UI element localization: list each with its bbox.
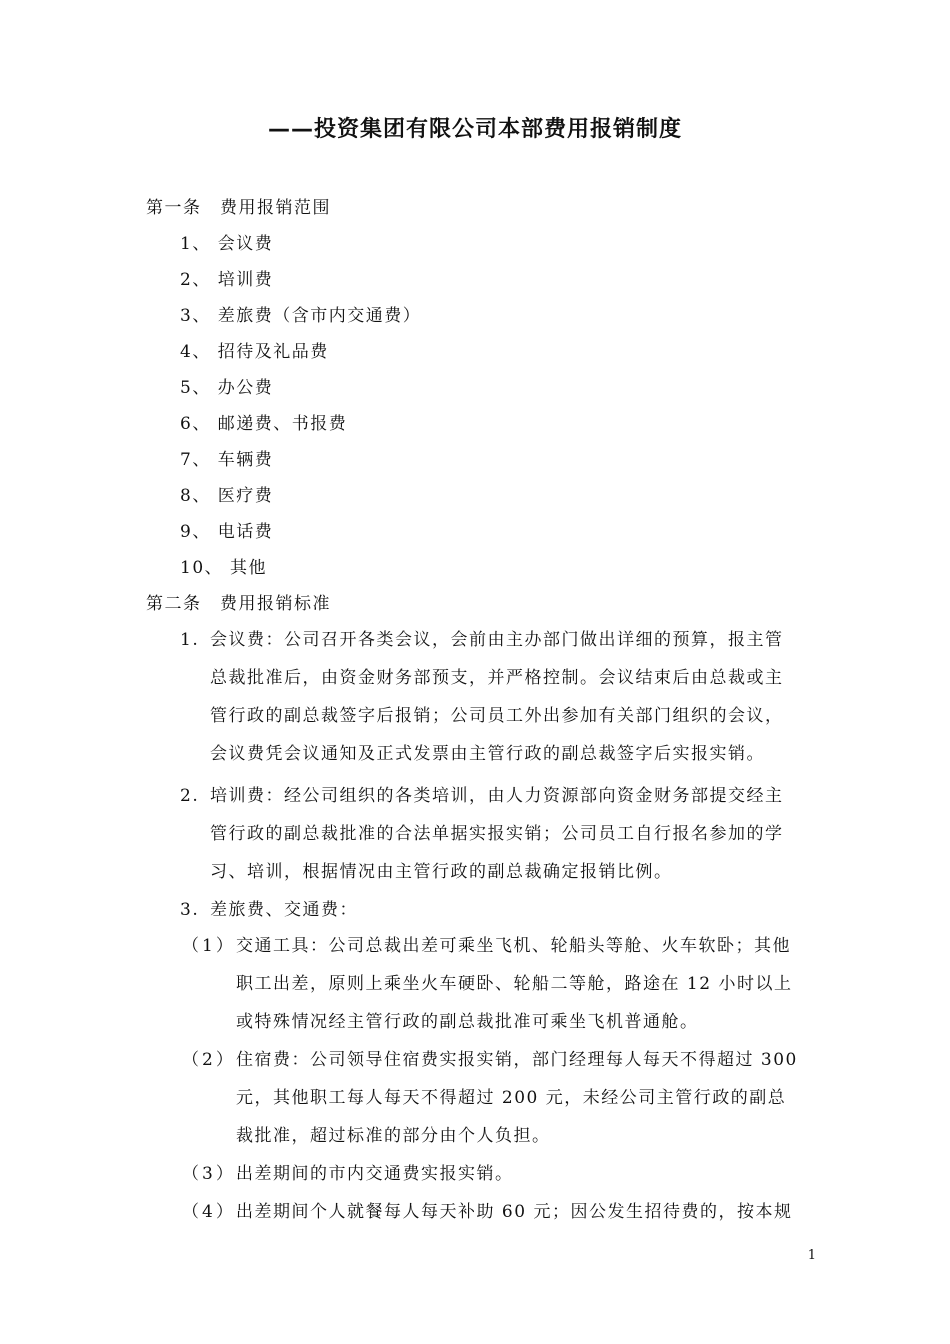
paragraph-line: 出差期间个人就餐每人每天补助 60 元；因公发生招待费的，按本规 <box>236 1202 793 1222</box>
list-item: 1、 会议费 <box>180 234 274 254</box>
item-number: 3. <box>180 900 200 920</box>
paragraph-line: 管行政的副总裁批准的合法单据实报实销；公司员工自行报名参加的学 <box>210 824 784 844</box>
list-item: 6、 邮递费、书报费 <box>180 414 348 434</box>
paragraph-line: 交通工具：公司总裁出差可乘坐飞机、轮船头等舱、火车软卧；其他 <box>236 936 791 956</box>
item-number: 2. <box>180 786 200 806</box>
list-item: 10、 其他 <box>180 558 268 578</box>
sub-item-number: （2） <box>182 1050 236 1070</box>
sub-item-number: （3） <box>182 1164 236 1184</box>
paragraph-line: 裁批准，超过标准的部分由个人负担。 <box>236 1126 551 1146</box>
paragraph-line: 总裁批准后，由资金财务部预支，并严格控制。会议结束后由总裁或主 <box>210 668 784 688</box>
list-item: 8、 医疗费 <box>180 486 274 506</box>
paragraph-line: 培训费：经公司组织的各类培训，由人力资源部向资金财务部提交经主 <box>210 786 784 806</box>
list-item: 4、 招待及礼品费 <box>180 342 329 362</box>
paragraph-line: 出差期间的市内交通费实报实销。 <box>236 1164 514 1184</box>
paragraph-line: 住宿费：公司领导住宿费实报实销，部门经理每人每天不得超过 300 <box>236 1050 798 1070</box>
paragraph-line: 差旅费、交通费： <box>210 900 358 920</box>
list-item: 9、 电话费 <box>180 522 274 542</box>
paragraph-line: 管行政的副总裁签字后报销；公司员工外出参加有关部门组织的会议， <box>210 706 784 726</box>
paragraph-line: 职工出差，原则上乘坐火车硬卧、轮船二等舱，路途在 12 小时以上 <box>236 974 793 994</box>
article-2-heading: 第二条 费用报销标准 <box>146 594 331 614</box>
paragraph-line: 习、培训，根据情况由主管行政的副总裁确定报销比例。 <box>210 862 673 882</box>
list-item: 2、 培训费 <box>180 270 274 290</box>
article-1-heading: 第一条 费用报销范围 <box>146 198 331 218</box>
list-item: 5、 办公费 <box>180 378 274 398</box>
sub-item-number: （1） <box>182 936 236 956</box>
paragraph-line: 元，其他职工每人每天不得超过 200 元，未经公司主管行政的副总 <box>236 1088 787 1108</box>
paragraph-line: 会议费凭会议通知及正式发票由主管行政的副总裁签字后实报实销。 <box>210 744 765 764</box>
sub-item-number: （4） <box>182 1202 236 1222</box>
document-title: ——投资集团有限公司本部费用报销制度 <box>267 117 682 142</box>
paragraph-line: 会议费：公司召开各类会议，会前由主办部门做出详细的预算，报主管 <box>210 630 784 650</box>
list-item: 3、 差旅费（含市内交通费） <box>180 306 422 326</box>
page-number: 1 <box>807 1248 816 1263</box>
list-item: 7、 车辆费 <box>180 450 274 470</box>
item-number: 1. <box>180 630 200 650</box>
paragraph-line: 或特殊情况经主管行政的副总裁批准可乘坐飞机普通舱。 <box>236 1012 699 1032</box>
